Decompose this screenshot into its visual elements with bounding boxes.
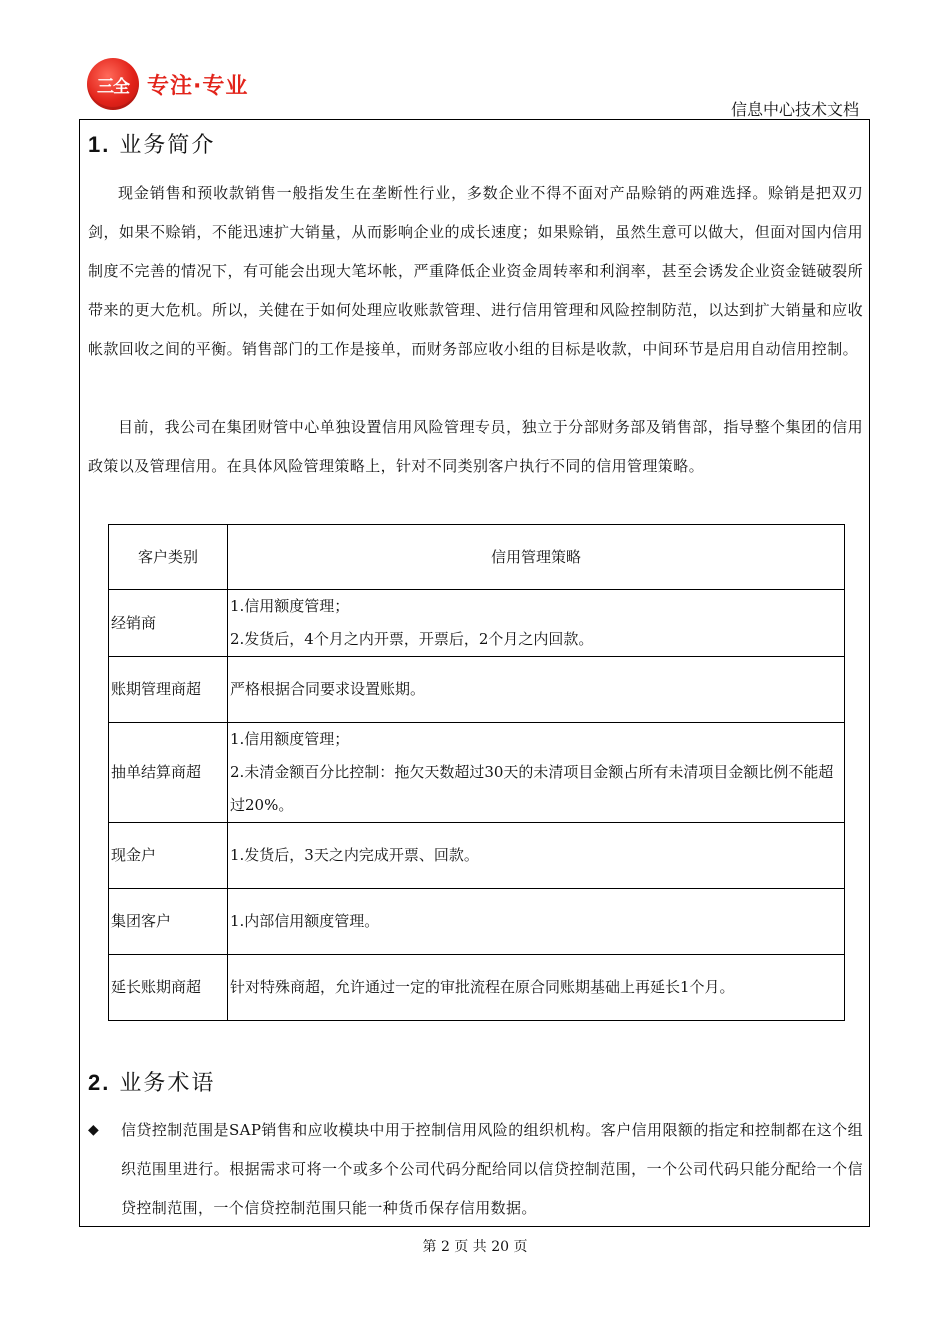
row-strategy xyxy=(228,823,845,889)
logo-mark-icon: 三全 xyxy=(87,58,139,110)
row-strategy xyxy=(228,889,845,955)
row-strategy xyxy=(228,590,845,657)
strategy-line: 1.发货后，3天之内完成开票、回款。 xyxy=(230,846,479,864)
header-customer-type: 客户类别 xyxy=(109,525,228,590)
term-bullet xyxy=(88,1114,863,1231)
header-credit-strategy: 信用管理策略 xyxy=(228,525,845,590)
strategy-line: 严格根据合同要求设置账期。 xyxy=(230,680,426,698)
table-row xyxy=(109,590,845,657)
section2-heading xyxy=(88,1066,215,1097)
table-row xyxy=(109,955,845,1021)
strategy-line: 针对特殊商超，允许通过一定的审批流程在原合同账期基础上再延长1个月。 xyxy=(230,978,735,996)
strategy-line: 1.信用额度管理； xyxy=(230,597,350,615)
table-row xyxy=(109,823,845,889)
table-row xyxy=(109,723,845,823)
table-row xyxy=(109,889,845,955)
row-category: 集团客户 xyxy=(109,889,228,955)
strategy-line: 1.信用额度管理； xyxy=(230,730,350,748)
row-category: 经销商 xyxy=(109,590,228,657)
diamond-bullet-icon: ◆ xyxy=(88,1122,99,1138)
row-category: 延长账期商超 xyxy=(109,955,228,1021)
row-strategy xyxy=(228,723,845,823)
strategy-line: 1.内部信用额度管理。 xyxy=(230,912,380,930)
page-footer: 第 2 页 共 20 页 xyxy=(422,1239,528,1255)
section1-paragraph-2: 目前，我公司在集团财管中心单独设置信用风险管理专员，独立于分部财务部及销售部，指导整个集团的信用政策以及管理信用。在具体风险管理策略上，针对不同类别客户执行不同的信用管理策略。 xyxy=(88,418,863,475)
table-header-row xyxy=(109,525,845,590)
section1-number: 1. xyxy=(88,132,111,157)
row-strategy xyxy=(228,955,845,1021)
company-logo xyxy=(87,56,259,112)
credit-policy-table xyxy=(108,524,845,1021)
document-tag: 信息中心技术文档 xyxy=(730,100,859,119)
section1-heading xyxy=(88,128,215,159)
row-strategy xyxy=(228,657,845,723)
term-definition: 信贷控制范围是SAP销售和应收模块中用于控制信用风险的组织机构。客户信用限额的指定和控制都在这个组织范围里进行。根据需求可将一个或多个公司代码分配给同以信贷控制范围，一个公司代码只能分配给一个信贷控制范围，一个信贷控制范围只能一种货币保存信用数据。 xyxy=(121,1121,863,1217)
logo-slogan: 专注·专业 xyxy=(147,73,249,99)
section1-title: 业务简介 xyxy=(119,133,216,158)
section2-title: 业务术语 xyxy=(119,1071,216,1096)
table-row xyxy=(109,657,845,723)
row-category: 现金户 xyxy=(109,823,228,889)
row-category: 抽单结算商超 xyxy=(109,723,228,823)
strategy-line: 2.发货后，4个月之内开票，开票后，2个月之内回款。 xyxy=(230,630,594,648)
row-category: 账期管理商超 xyxy=(109,657,228,723)
section1-paragraph-1: 现金销售和预收款销售一般指发生在垄断性行业，多数企业不得不面对产品赊销的两难选择。赊销是把双刃剑，如果不赊销，不能迅速扩大销量，从而影响企业的成长速度；如果赊销，虽然生意可以做大，但面对国内信用制度不完善的情况下，有可能会出现大笔坏帐，严重降低企业资金周转率和利润率，甚至会诱发企业资金链破裂所带来的更大危机。所以，关健在于如何处理应收账款管理、进行信用管理和风险控制防范，以达到扩大销量和应收帐款回收之间的平衡。销售部门的工作是接单，而财务部应收小组的目标是收款，中间环节是启用自动信用控制。 xyxy=(88,184,863,358)
section2-number: 2. xyxy=(88,1070,111,1095)
strategy-line: 2.未清金额百分比控制：拖欠天数超过30天的未清项目金额占所有未清项目金额比例不能超过20%。 xyxy=(230,763,834,814)
